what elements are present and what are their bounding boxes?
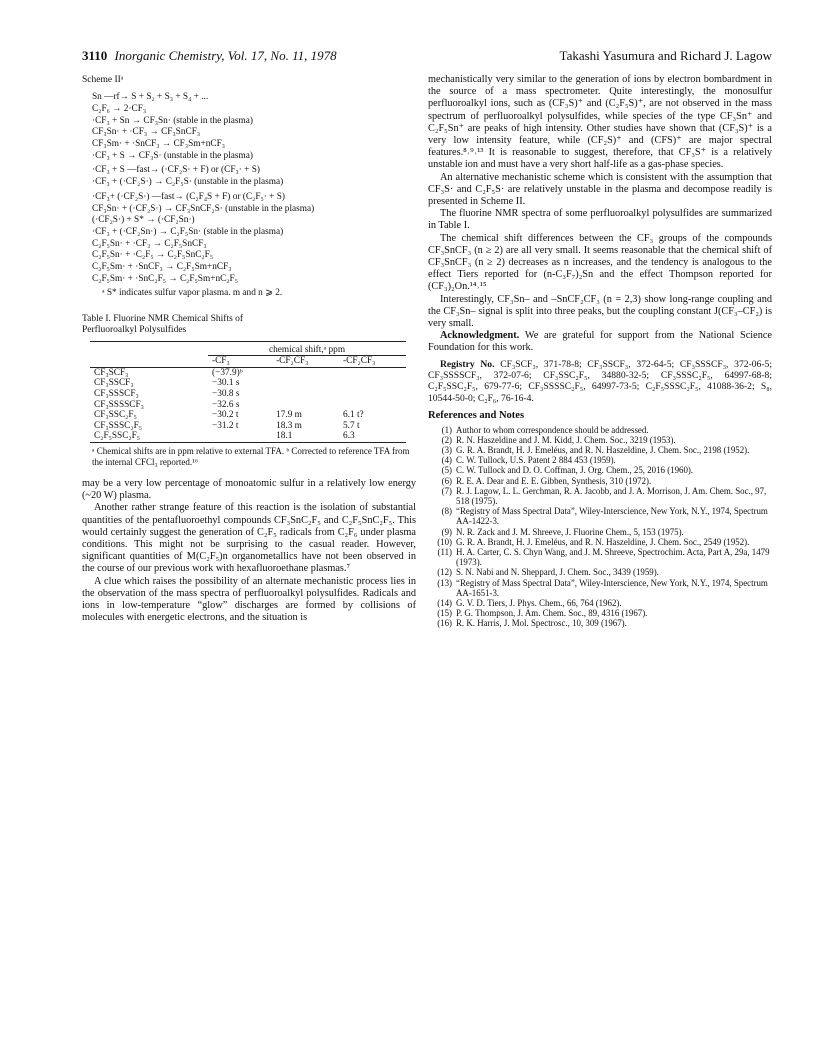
compound-cell: CF₃SSCF₃ bbox=[94, 378, 134, 389]
reference-number: (6) bbox=[441, 475, 452, 486]
reference-number: (15) bbox=[437, 608, 452, 619]
left-column bbox=[82, 74, 416, 624]
reference-item bbox=[428, 547, 772, 567]
reference-text: R. K. Harris, J. Mol. Spectrosc., 10, 309 (1967). bbox=[456, 618, 627, 629]
reaction-line: ·CF₃ + Sn → CF₃Sn· (stable in the plasma) bbox=[92, 115, 253, 126]
shift-cell: (−37.9)ᵇ bbox=[212, 367, 243, 378]
journal-citation: Inorganic Chemistry, Vol. 17, No. 11, 1978 bbox=[114, 48, 337, 63]
compound-column-header bbox=[90, 341, 208, 356]
shift-cell bbox=[272, 378, 339, 389]
shift-cell: 18.3 m bbox=[276, 420, 302, 431]
scheme-title: Scheme IIᵃ bbox=[82, 75, 124, 85]
reference-number: (5) bbox=[441, 465, 452, 476]
reaction-line: C₂F₅Sm· + ·SnCF₃ → C₂F₅Sm+nCF₃ bbox=[92, 262, 232, 273]
registry-text: CF₃SCF₃, 371-78-8; CF₃SSCF₃, 372-64-5; CF₃SSSCF₃, 372-06-5; CF₃SSSSCF₃, 372-07-6; CF₃SSC₂F₅, 34880-32-5; CF₃SSSC₂F₅, 64997-68-8; C₂F₅SSC₂F₅, 679-77-6; CF₃SSSSC₂F₅, 64997-73-5; C₂F₅SSSC₂F₅, 41088-36-2; S₈, 10544-50-0; C₂F₆, 76-16-4. bbox=[428, 358, 772, 404]
body-paragraph: Another rather strange feature of this reaction is the isolation of substantial quantities of the pentafluoroethyl compounds CF₃SnC₂F₅ and C₂F₅SnC₂F₅. This would certainly suggest the generation of C₂F₅ radicals from C₂F₆ under plasma conditions. This might not be surprising to the casual reader. However, significant quantities of M(C₂F₅)n organometallics have not been observed in the course of our previous work with hexafluoroethane plasmas.⁷ bbox=[82, 502, 416, 575]
table-header-row bbox=[90, 356, 406, 368]
reference-text: G. V. D. Tiers, J. Phys. Chem., 66, 764 (1962). bbox=[456, 597, 622, 608]
registry-heading: Registry No. bbox=[440, 358, 495, 370]
table-row bbox=[90, 378, 406, 389]
reference-text: “Registry of Mass Spectral Data”, Wiley-Interscience, New York, N.Y., 1974, Spectrum AA-1422-3. bbox=[456, 506, 768, 527]
reference-text: “Registry of Mass Spectral Data”, Wiley-Interscience, New York, N.Y., 1974, Spectrum AA-1651-3. bbox=[456, 577, 768, 598]
acknowledgment-text: We are grateful for support from the National Science Foundation for this work. bbox=[428, 330, 772, 354]
table-title bbox=[82, 314, 416, 337]
reference-number: (2) bbox=[441, 434, 452, 445]
reference-text: R. J. Lagow, L. L. Gerchman, R. A. Jacobb, and J. A. Morrison, J. Am. Chem. Soc., 97, 518 (1975). bbox=[456, 485, 767, 506]
reaction-line: C₂F₅Sn· + ·CF₃ → C₂F₅SnCF₃ bbox=[92, 238, 207, 249]
shift-cell bbox=[339, 400, 406, 411]
shift-cell: −30.2 t bbox=[212, 410, 239, 421]
acknowledgment bbox=[428, 330, 772, 354]
reference-item bbox=[428, 435, 772, 445]
reaction-line: ·CF₃ + (·CF₂Sn·) → C₂F₅Sn· (stable in the plasma) bbox=[92, 226, 284, 237]
shift-cell: 5.7 t bbox=[343, 420, 360, 431]
reference-item bbox=[428, 486, 772, 506]
table-footnote: ᵃ Chemical shifts are in ppm relative to external TFA. ᵇ Corrected to reference TFA from the internal CFCl₃ reported.¹⁶ bbox=[92, 446, 410, 467]
reference-number: (14) bbox=[437, 597, 452, 608]
shift-cell: 6.1 t? bbox=[343, 410, 364, 421]
column-header: -CF₃ bbox=[212, 356, 230, 367]
acknowledgment-heading: Acknowledgment. bbox=[440, 330, 520, 342]
shift-cell bbox=[208, 431, 272, 442]
shift-cell: 17.9 m bbox=[276, 410, 302, 421]
reaction-line: ·CF₃ + S → CF₃S· (unstable in the plasma) bbox=[92, 150, 253, 161]
reaction-line: ·CF₃ + (·CF₂S·) → C₂F₅S· (unstable in the plasma) bbox=[92, 177, 284, 188]
reference-item bbox=[428, 455, 772, 465]
reaction-line: C₂F₆ → 2·CF₃ bbox=[92, 103, 147, 114]
nmr-table bbox=[90, 341, 406, 443]
reference-item bbox=[428, 527, 772, 537]
reference-text: G. R. A. Brandt, H. J. Emeléus, and R. N. Haszeldine, J. Chem. Soc., 2198 (1952). bbox=[456, 444, 750, 455]
reference-item bbox=[428, 506, 772, 526]
body-paragraph: The chemical shift differences between the CF₃ groups of the compounds CF₃SnCF₃ (n ≥ 2) are all very small. It seems reasonable that the chemical shift of CF₃SnCF₃ (n ≥ 2) decreases as n increases, and the tendency is analogous to the effect Tiers reported for (n-C₃F₇)₂Sn and the effect Thompson reported for (CF₃)₂On.¹⁴˒¹⁵ bbox=[428, 232, 772, 293]
reference-text: R. N. Haszeldine and J. M. Kidd, J. Chem. Soc., 3219 (1953). bbox=[456, 434, 676, 445]
references-heading: References and Notes bbox=[428, 410, 525, 422]
reference-item bbox=[428, 578, 772, 598]
shift-cell bbox=[272, 367, 339, 378]
reaction-line: (·CF₂S·) + S* → (·CF₂Sn·) bbox=[92, 215, 195, 226]
compound-cell: CF₃SSSCF₃ bbox=[94, 389, 139, 400]
reference-number: (11) bbox=[437, 546, 452, 557]
compound-cell: CF₃SCF₃ bbox=[94, 367, 129, 378]
reference-item bbox=[428, 465, 772, 475]
running-header bbox=[82, 48, 772, 66]
column-header: -CF₂CF₃ bbox=[276, 356, 309, 367]
body-paragraph: An alternative mechanistic scheme which is consistent with the assumption that CF₃S· and C₂F₅S· are relatively unstable in the plasma and decompose readily is presented in Scheme II. bbox=[428, 171, 772, 208]
scheme-footnote: ᵃ S* indicates sulfur vapor plasma. m and n ⩾ 2. bbox=[102, 288, 283, 299]
reference-text: C. W. Tullock and D. O. Coffman, J. Org. Chem., 25, 2016 (1960). bbox=[456, 465, 694, 476]
reference-list bbox=[428, 425, 772, 629]
body-paragraph: A clue which raises the possibility of an alternate mechanistic process lies in the observation of the mass spectra of perfluoroalkyl polysulfides. Radicals and ions in low-temperature “glow” discharges are formed by collisions of molecules with energetic electrons, and the situation is bbox=[82, 575, 416, 624]
group-header: chemical shift,ᵃ ppm bbox=[208, 341, 406, 356]
reaction-line: C₂F₅Sm· + ·SnC₂F₅ → C₂F₅Sm+nC₂F₅ bbox=[92, 273, 238, 284]
reference-item bbox=[428, 476, 772, 486]
reference-item bbox=[428, 598, 772, 608]
reference-item bbox=[428, 618, 772, 628]
shift-cell: 18.1 bbox=[276, 431, 293, 442]
reference-number: (4) bbox=[441, 455, 452, 466]
compound-column-header bbox=[90, 356, 208, 368]
reaction-line: CF₃Sn· + ·CF₃ → CF₃SnCF₃ bbox=[92, 127, 201, 138]
reference-number: (1) bbox=[441, 424, 452, 435]
reference-text: C. W. Tullock, U.S. Patent 2 884 453 (1959). bbox=[456, 455, 616, 466]
body-paragraph: mechanistically very similar to the generation of ions by electron bombardment in the source of a mass spectrometer. Quite interestingly, the monosulfur perfluoroalkyl ions, such as (CF₃S)⁺ and (C₂F₅S)⁺, are not observed in the mass spectrum of perfluoroalkyl polysulfides, while species of the type CF₃Sn⁺ and C₂F₅Sn⁺ are peaks of high intensity. Other studies have shown that (CF₃S)⁺ is a very low intensity feature, while (CF₂S)⁺ and (CFS)⁺ are major spectral features.⁸˒⁹˒¹³ It is reasonable to suggest, therefore, that CF₃S⁺ is a relatively unstable ion and must have a very short half-life as a gas-phase species. bbox=[428, 74, 772, 171]
table-row bbox=[90, 421, 406, 432]
reference-item bbox=[428, 567, 772, 577]
table-row bbox=[90, 400, 406, 411]
table-row bbox=[90, 367, 406, 378]
compound-cell: CF₃SSSC₂F₅ bbox=[94, 420, 142, 431]
shift-cell bbox=[272, 389, 339, 400]
table-row bbox=[90, 410, 406, 421]
reference-text: S. N. Nabi and N. Sheppard, J. Chem. Soc., 3439 (1959). bbox=[456, 567, 659, 578]
shift-cell: −30.8 s bbox=[212, 389, 240, 400]
reference-item bbox=[428, 537, 772, 547]
reference-text: R. E. A. Dear and E. E. Gibben, Synthesis, 310 (1972). bbox=[456, 475, 652, 486]
reference-number: (9) bbox=[441, 526, 452, 537]
reference-item bbox=[428, 445, 772, 455]
body-paragraph: may be a very low percentage of monoatomic sulfur in a relatively low energy (~20 W) plasma. bbox=[82, 478, 416, 502]
shift-cell bbox=[339, 367, 406, 378]
shift-cell: −32.6 s bbox=[212, 399, 240, 410]
reference-text: Author to whom correspondence should be addressed. bbox=[456, 424, 649, 435]
shift-cell bbox=[272, 400, 339, 411]
author-names: Takashi Yasumura and Richard J. Lagow bbox=[559, 48, 772, 63]
reference-number: (8) bbox=[441, 506, 452, 517]
reference-number: (7) bbox=[441, 485, 452, 496]
reaction-line: ·CF₃+ (·CF₂S·) —fast→ (C₂F₄S + F) or (C₂F₅· + S) bbox=[92, 191, 285, 202]
compound-cell: CF₃SSC₂F₅ bbox=[94, 410, 137, 421]
shift-cell: −30.1 s bbox=[212, 378, 240, 389]
body-paragraph: Interestingly, CF₃Sn– and –SnCF₂CF₃ (n = 2,3) show long-range coupling and the CF₃Sn– signal is split into three peaks, but the coupling constant J(CF₃–CF₂) is very small. bbox=[428, 293, 772, 330]
column-header: -CF₂CF₃ bbox=[343, 356, 376, 367]
shift-cell bbox=[339, 378, 406, 389]
reaction-line: CF₃Sn· + (·CF₂S·) → CF₃SnCF₂S· (unstable in the plasma) bbox=[92, 203, 315, 214]
reaction-line: C₂F₅Sn· + ·C₂F₅ → C₂F₅SnC₂F₅ bbox=[92, 250, 214, 261]
table-row bbox=[90, 431, 406, 442]
reference-number: (3) bbox=[441, 444, 452, 455]
table-title-line: Perfluoroalkyl Polysulfides bbox=[82, 325, 187, 336]
registry-numbers bbox=[428, 359, 772, 405]
page-number: 3110 bbox=[82, 48, 108, 63]
body-paragraph: The fluorine NMR spectra of some perfluoroalkyl polysulfides are summarized in Table I. bbox=[428, 208, 772, 232]
reference-text: H. A. Carter, C. S. Chyn Wang, and J. M. Shreeve, Spectrochim. Acta, Part A, 29a, 1479 (1973). bbox=[456, 546, 770, 568]
reference-number: (13) bbox=[437, 577, 452, 588]
reference-text: N. R. Zack and J. M. Shreeve, J. Fluorine Chem., 5, 153 (1975). bbox=[456, 526, 684, 537]
compound-cell: CF₃SSSSCF₃ bbox=[94, 399, 144, 410]
reaction-line: Sn —rf→ S + S₂ + S₃ + S₄ + ... bbox=[92, 92, 209, 103]
reference-item bbox=[428, 425, 772, 435]
reference-text: P. G. Thompson, J. Am. Chem. Soc., 89, 4316 (1967). bbox=[456, 608, 648, 619]
reaction-line: ·CF₃ + S —fast→ (·CF₂S· + F) or (CF₃· + S) bbox=[92, 165, 261, 176]
table-title-line: Table I. Fluorine NMR Chemical Shifts of bbox=[82, 313, 244, 324]
reference-number: (16) bbox=[437, 618, 452, 629]
table-header-row bbox=[90, 341, 406, 356]
reaction-scheme bbox=[82, 92, 416, 285]
reference-text: G. R. A. Brandt, H. J. Emeléus, and R. N. Haszeldine, J. Chem. Soc., 2549 (1952). bbox=[456, 536, 750, 547]
reaction-line: CF₃Sm· + ·SnCF₃ → CF₃Sm+nCF₃ bbox=[92, 139, 225, 150]
reference-number: (10) bbox=[437, 536, 452, 547]
shift-cell: 6.3 bbox=[343, 431, 355, 442]
shift-cell bbox=[339, 389, 406, 400]
compound-cell: C₂F₅SSC₂F₅ bbox=[94, 431, 141, 442]
right-column bbox=[428, 74, 772, 629]
table-row bbox=[90, 389, 406, 400]
reference-number: (12) bbox=[437, 567, 452, 578]
shift-cell: −31.2 t bbox=[212, 420, 239, 431]
reference-item bbox=[428, 608, 772, 618]
